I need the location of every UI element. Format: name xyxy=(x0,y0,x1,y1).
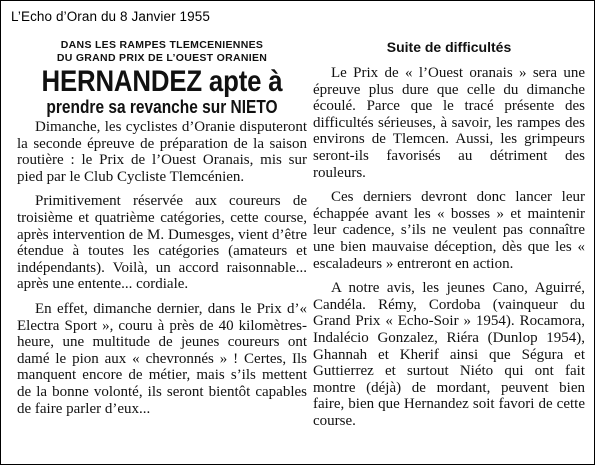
paragraph: Primitivement réservée aux coureurs de troisième et quatrième catégories, cette course, après intervention de M. Dumesges, vient d’être étendue à toutes les catégories (amateurs et indépendants). Voilà, un accord raisonnable... après une entente... cordiale. xyxy=(17,193,307,293)
paragraph: A notre avis, les jeunes Cano, Aguirré, Candéla. Rémy, Cordoba (vainqueur du Grand Prix « Echo-Soir » 1954). Rocamora, Indalécio Gonzalez, Riéra (Dunlop 1954), Ghannah et Kherif ainsi que Ségura et Guttierrez et surtout Niéto qui ont fait montre (déjà) de mordant, peuvent bien faire, bien que Hernandez soit favori de cette course. xyxy=(313,280,585,429)
kicker xyxy=(17,39,307,65)
kicker-line-1: DANS LES RAMPES TLEMCENIENNES xyxy=(60,39,264,51)
paragraph: En effet, dimanche dernier, dans le Prix d’« Electra Sport », couru à près de 40 kilomètres-heure, une multitude de jeunes coureurs ont damé le pion aux « chevronnés » ! Certes, Ils manquent encore de métier, mais s’ils mettent de la bonne volonté, ils seront bientôt capables de faire parler d’eux... xyxy=(17,300,307,417)
paragraph: Ces derniers devront donc lancer leur échappée avant les « bosses » et maintenir leur cadence, s’ils ne veulent pas connaître une bien mauvaise déception, dès que les « escaladeurs » entreront en action. xyxy=(313,189,585,272)
subheading: Suite de difficultés xyxy=(386,39,512,55)
deck: prendre sa revanche sur NIETO xyxy=(46,97,278,117)
source-caption: L’Echo d’Oran du 8 Janvier 1955 xyxy=(11,9,210,24)
kicker-line-2: DU GRAND PRIX DE L’OUEST ORANIEN xyxy=(56,52,268,64)
paragraph: Le Prix de « l’Ouest oranais » sera une épreuve plus dure que celle du dimanche écoulé. Parce que le tracé présente des difficultés sérieuses, à savoir, les rampes des environs de Tlemcen. Aussi, les grimpeurs seront-ils favorisés au détriment des rouleurs. xyxy=(313,65,585,181)
left-column xyxy=(17,39,307,425)
right-column xyxy=(313,39,585,437)
headline: HERNANDEZ apte à xyxy=(41,65,283,98)
paragraph: Dimanche, les cyclistes d’Oranie disputeront la seconde épreuve de préparation de la saison routière : le Prix de l’Ouest Oranais, mis sur pied par le Club Cycliste Tlemcénien. xyxy=(17,119,307,185)
